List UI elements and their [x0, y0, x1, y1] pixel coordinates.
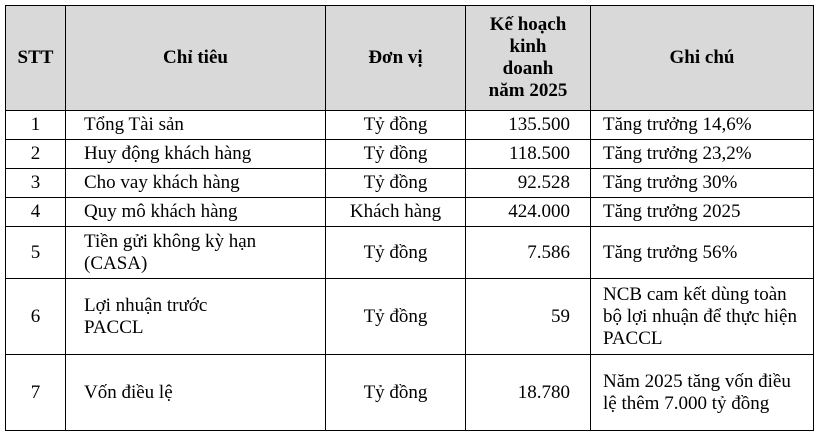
- cell-ghi-chu: Tăng trưởng 2025: [591, 198, 814, 227]
- cell-ke-hoach: 92.528: [466, 169, 591, 198]
- cell-ghi-chu: Tăng trưởng 56%: [591, 227, 814, 279]
- cell-don-vi: Khách hàng: [326, 198, 466, 227]
- table-row: [6, 355, 814, 431]
- business-plan-table: [5, 5, 814, 431]
- header-row: [6, 6, 814, 111]
- cell-ghi-chu: Năm 2025 tăng vốn điều lệ thêm 7.000 tỷ đồng: [591, 355, 814, 431]
- cell-ke-hoach: 118.500: [466, 140, 591, 169]
- header-stt: STT: [6, 6, 66, 111]
- cell-don-vi: Tỷ đồng: [326, 140, 466, 169]
- table-row: [6, 198, 814, 227]
- table-row: [6, 111, 814, 140]
- cell-stt: 4: [6, 198, 66, 227]
- table-row: [6, 169, 814, 198]
- cell-stt: 7: [6, 355, 66, 431]
- cell-chi-tieu: Tổng Tài sản: [66, 111, 326, 140]
- cell-ke-hoach: 7.586: [466, 227, 591, 279]
- cell-don-vi: Tỷ đồng: [326, 355, 466, 431]
- cell-don-vi: Tỷ đồng: [326, 111, 466, 140]
- header-don-vi: Đơn vị: [326, 6, 466, 111]
- cell-chi-tieu: Vốn điều lệ: [66, 355, 326, 431]
- cell-don-vi: Tỷ đồng: [326, 169, 466, 198]
- header-chi-tieu: Chỉ tiêu: [66, 6, 326, 111]
- cell-chi-tieu: Huy động khách hàng: [66, 140, 326, 169]
- cell-ke-hoach: 59: [466, 279, 591, 355]
- cell-stt: 6: [6, 279, 66, 355]
- cell-stt: 5: [6, 227, 66, 279]
- cell-stt: 2: [6, 140, 66, 169]
- cell-stt: 1: [6, 111, 66, 140]
- cell-ghi-chu: NCB cam kết dùng toàn bộ lợi nhuận để thực hiện PACCL: [591, 279, 814, 355]
- header-ke-hoach: Kế hoạch kinh doanh năm 2025: [466, 6, 591, 111]
- cell-ghi-chu: Tăng trưởng 14,6%: [591, 111, 814, 140]
- cell-ke-hoach: 135.500: [466, 111, 591, 140]
- cell-ke-hoach: 18.780: [466, 355, 591, 431]
- cell-don-vi: Tỷ đồng: [326, 227, 466, 279]
- cell-ke-hoach: 424.000: [466, 198, 591, 227]
- cell-chi-tieu: Lợi nhuận trước PACCL: [66, 279, 326, 355]
- header-ghi-chu: Ghi chú: [591, 6, 814, 111]
- cell-chi-tieu: Tiền gửi không kỳ hạn (CASA): [66, 227, 326, 279]
- table-row: [6, 140, 814, 169]
- cell-chi-tieu: Quy mô khách hàng: [66, 198, 326, 227]
- cell-stt: 3: [6, 169, 66, 198]
- cell-ghi-chu: Tăng trưởng 30%: [591, 169, 814, 198]
- cell-chi-tieu: Cho vay khách hàng: [66, 169, 326, 198]
- cell-ghi-chu: Tăng trưởng 23,2%: [591, 140, 814, 169]
- cell-don-vi: Tỷ đồng: [326, 279, 466, 355]
- table-row: [6, 279, 814, 355]
- table-row: [6, 227, 814, 279]
